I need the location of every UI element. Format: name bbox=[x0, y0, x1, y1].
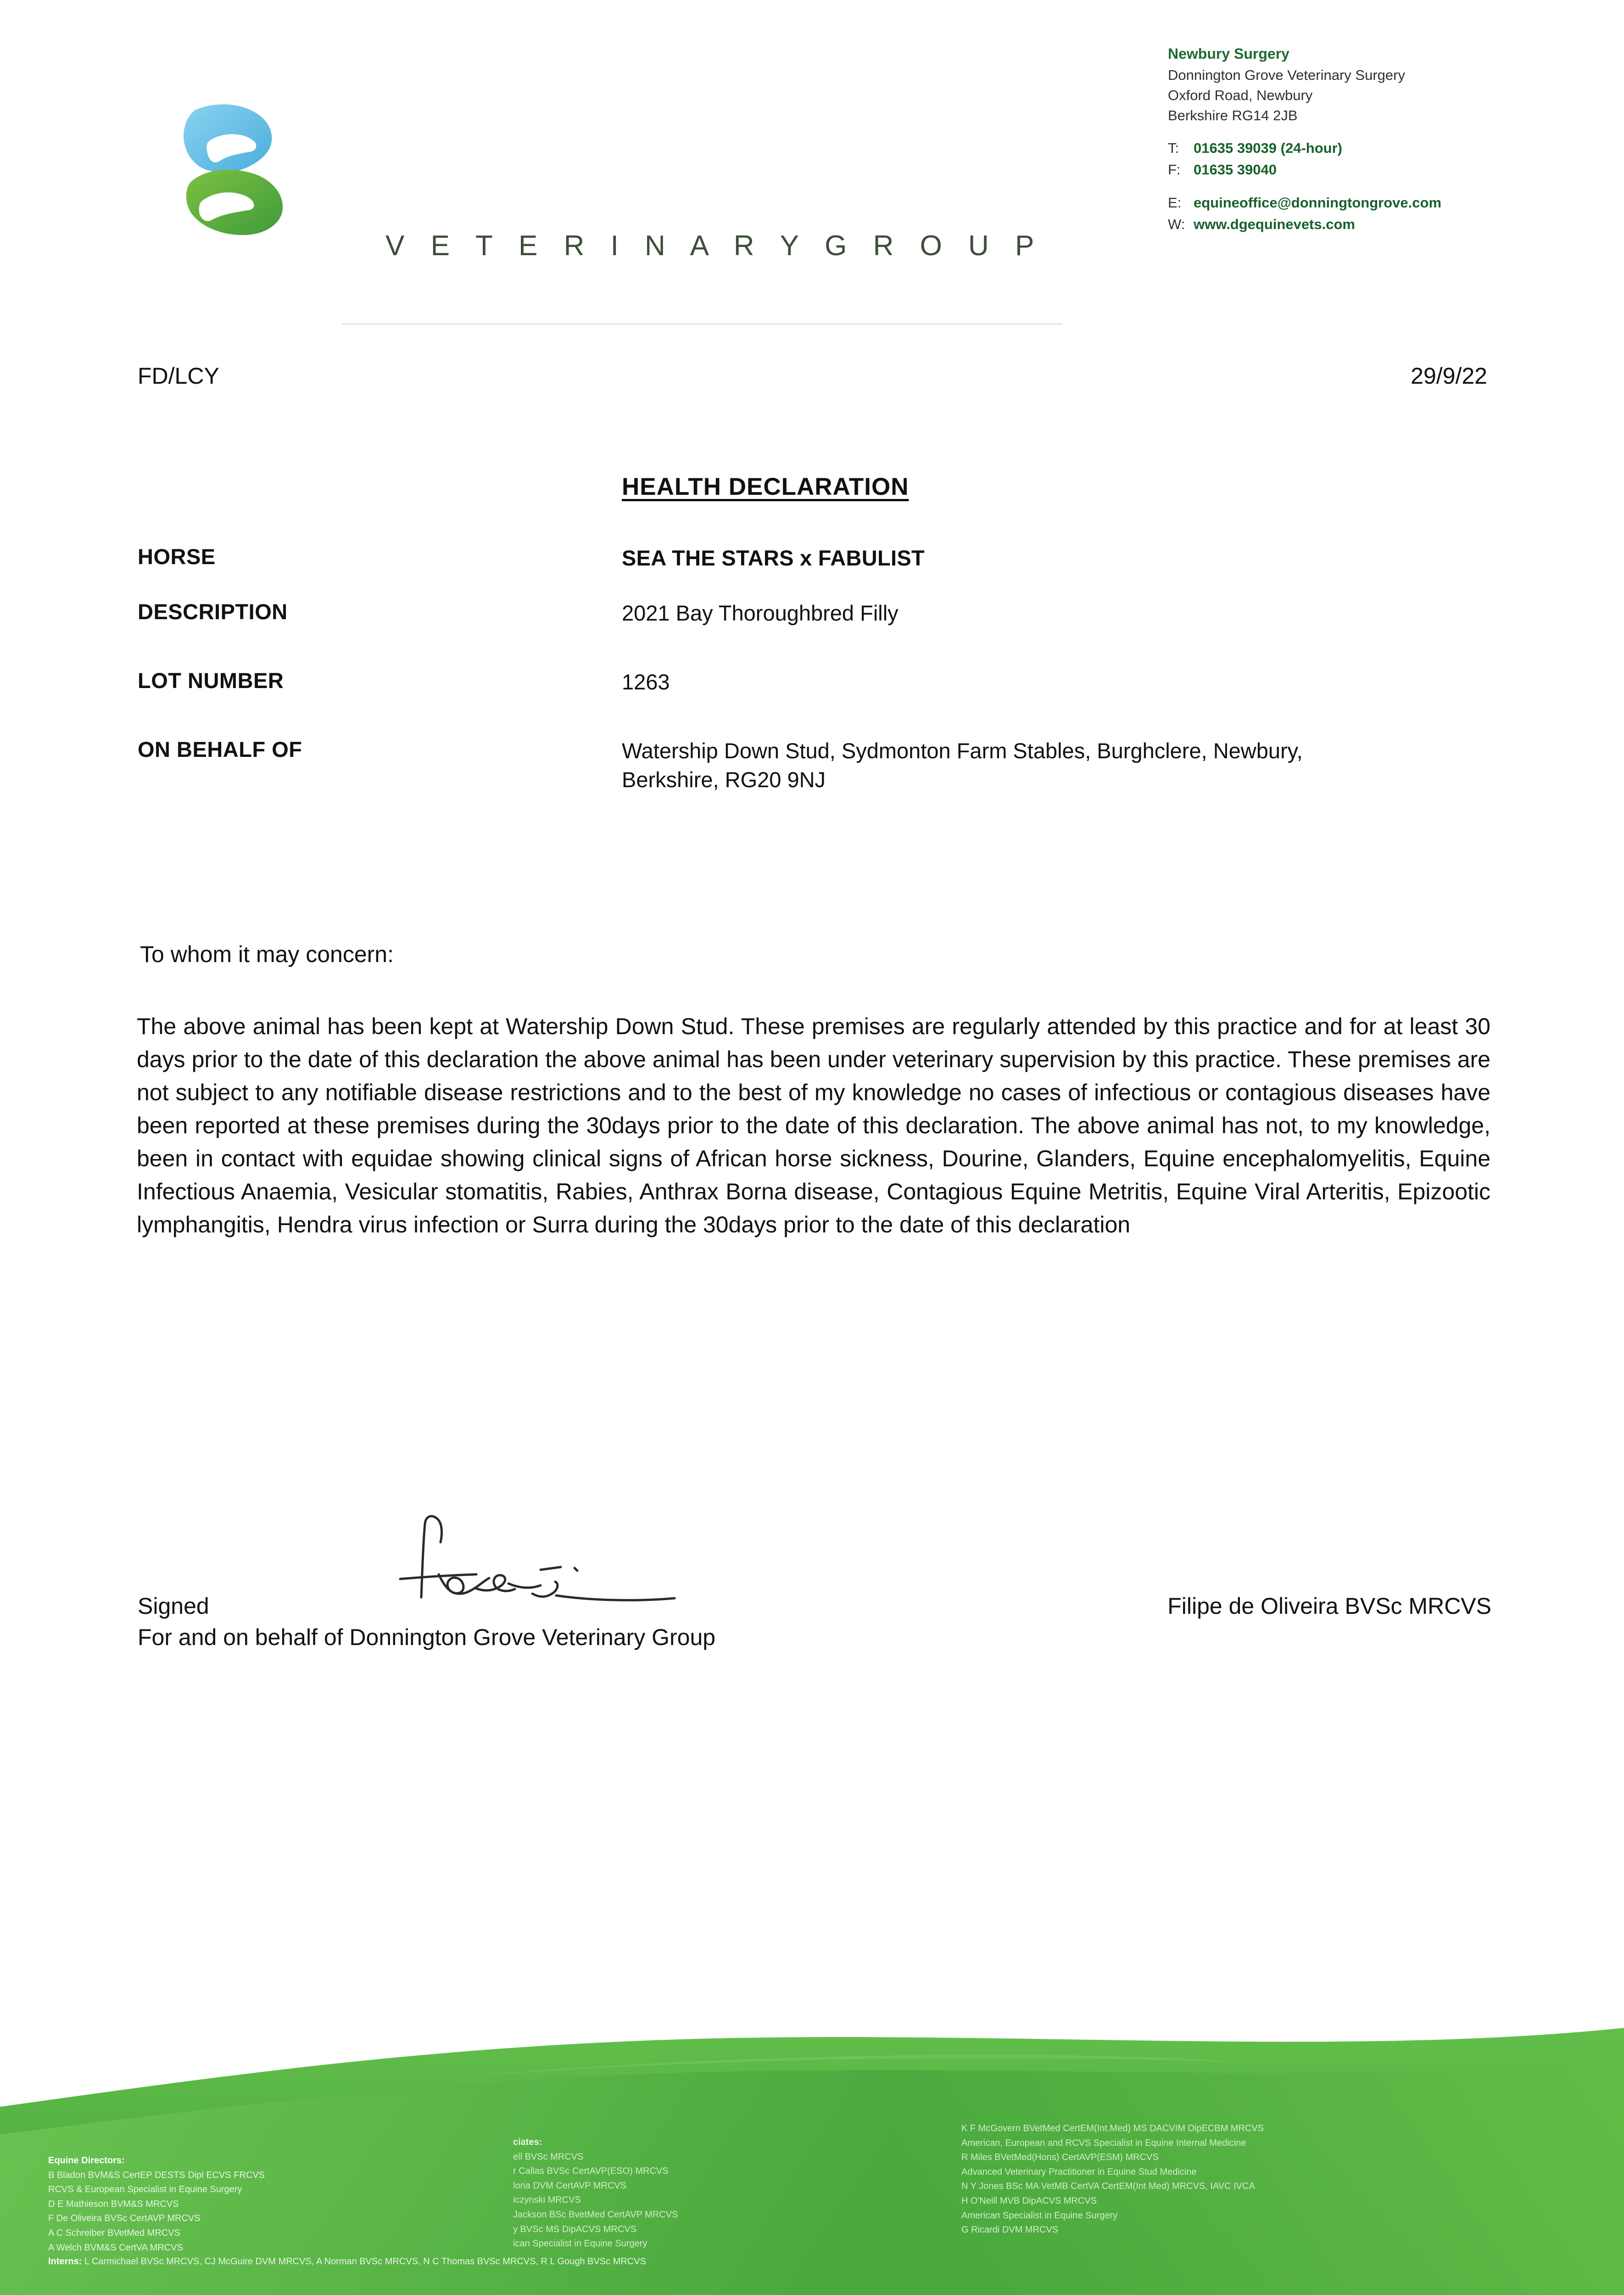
footer bbox=[0, 2020, 1624, 2295]
fax-label: F: bbox=[1168, 161, 1181, 178]
signatory-name: Filipe de Oliveira BVSc MRCVS bbox=[1167, 1593, 1491, 1619]
field-lot-number-label: LOT NUMBER bbox=[138, 668, 284, 693]
practice-name: Newbury Surgery bbox=[1168, 45, 1289, 62]
footer-associates-line-1: ell BVSc MRCVS bbox=[513, 2151, 584, 2162]
signature-mark bbox=[395, 1510, 808, 1616]
footer-specialists-line-6: H O'Neill MVB DipACVS MRCVS bbox=[961, 2195, 1097, 2206]
field-on-behalf-of-label: ON BEHALF OF bbox=[138, 737, 302, 761]
footer-column-associates bbox=[513, 2135, 954, 2251]
signed-label: Signed bbox=[138, 1593, 209, 1619]
website-label: W: bbox=[1168, 216, 1185, 232]
footer-interns-text: L Carmichael BVSc MRCVS, CJ McGuire DVM MRCVS, A Norman BVSc MRCVS, N C Thomas BVSc MRCVS, R L Gough BVSc MRCVS bbox=[84, 2256, 646, 2267]
signature-block bbox=[138, 1501, 1491, 1675]
address-line-3: Berkshire RG14 2JB bbox=[1168, 107, 1298, 124]
footer-specialists-line-3: R Miles BVetMed(Hons) CertAVP(ESM) MRCVS bbox=[961, 2152, 1159, 2163]
field-lot-number bbox=[138, 668, 1491, 737]
company-logo bbox=[151, 92, 335, 257]
logo-wordmark: V E T E R I N A R Y G R O U P bbox=[385, 230, 1044, 262]
email-row[interactable] bbox=[1168, 192, 1581, 214]
reference-code: FD/LCY bbox=[138, 363, 219, 389]
fax-row bbox=[1168, 159, 1581, 181]
footer-column-specialists bbox=[961, 2121, 1563, 2238]
footer-associates-line-3: loria DVM CertAVP MRCVS bbox=[513, 2180, 627, 2191]
practice-contact-block bbox=[1168, 44, 1581, 235]
footer-directors-line-3: D E Mathieson BVM&S MRCVS bbox=[48, 2199, 179, 2209]
field-description-label: DESCRIPTION bbox=[138, 599, 288, 624]
salutation: To whom it may concern: bbox=[140, 941, 394, 967]
footer-directors-line-2: RCVS & European Specialist in Equine Surgery bbox=[48, 2184, 242, 2195]
footer-associates-line-2: r Callas BVSc CertAVP(ESO) MRCVS bbox=[513, 2166, 669, 2177]
email-value[interactable]: equineoffice@donningtongrove.com bbox=[1194, 195, 1442, 211]
footer-associates-line-6: y BVSc MS DipACVS MRCVS bbox=[513, 2224, 636, 2234]
footer-associates-line-4: iczynski MRCVS bbox=[513, 2195, 581, 2205]
field-description bbox=[138, 599, 1491, 668]
footer-interns bbox=[48, 2256, 646, 2267]
on-behalf-text: For and on behalf of Donnington Grove Veterinary Group bbox=[138, 1624, 716, 1650]
footer-directors-line-4: F De Oliveira BVSc CertAVP MRCVS bbox=[48, 2213, 201, 2224]
declaration-fields bbox=[138, 544, 1491, 838]
footer-directors-line-6: A Welch BVM&S CertVA MRCVS bbox=[48, 2242, 183, 2253]
field-description-value: 2021 Bay Thoroughbred Filly bbox=[622, 601, 899, 625]
footer-interns-heading: Interns: bbox=[48, 2256, 82, 2267]
footer-specialists-line-8: G Ricardi DVM MRCVS bbox=[961, 2225, 1059, 2235]
header-divider bbox=[342, 324, 1062, 325]
website-row[interactable] bbox=[1168, 214, 1581, 235]
phone-row bbox=[1168, 138, 1581, 159]
footer-associates-heading: ciates: bbox=[513, 2137, 542, 2147]
letterhead bbox=[0, 0, 1624, 321]
footer-specialists-line-2: American, European and RCVS Specialist in Equine Internal Medicine bbox=[961, 2138, 1246, 2148]
document-date: 29/9/22 bbox=[1411, 363, 1487, 389]
address-line-1: Donnington Grove Veterinary Surgery bbox=[1168, 67, 1405, 84]
field-horse-label: HORSE bbox=[138, 544, 216, 569]
field-lot-number-value: 1263 bbox=[622, 670, 670, 694]
website-value[interactable]: www.dgequinevets.com bbox=[1194, 216, 1355, 232]
footer-directors-line-5: A C Schreiber BVetMed MRCVS bbox=[48, 2228, 180, 2238]
field-horse-value: SEA THE STARS x FABULIST bbox=[622, 546, 925, 570]
footer-columns bbox=[0, 2020, 1624, 2295]
field-horse bbox=[138, 544, 1491, 599]
footer-associates-line-5: Jackson BSc BvetMed CertAVP MRCVS bbox=[513, 2209, 678, 2220]
declaration-paragraph: The above animal has been kept at Watership Down Stud. These premises are regularly attended by this practice and for at least 30 days prior to the date of this declaration the above animal has been under veterinary supervision by this practice. These premises are not subject to any notifiable disease restrictions and to the best of my knowledge no cases of infectious or contagious diseases have been reported at these premises during the 30days prior to the date of this declaration. The above animal has not, to my knowledge, been in contact with equidae showing clinical signs of African horse sickness, Dourine, Glanders, Equine encephalomyelitis, Equine Infectious Anaemia, Vesicular stomatitis, Rabies, Anthrax Borna disease, Contagious Equine Metritis, Equine Viral Arteritis, Epizootic lymphangitis, Hendra virus infection or Surra during the 30days prior to the date of this declaration bbox=[137, 1013, 1490, 1237]
field-on-behalf-of-value: Watership Down Stud, Sydmonton Farm Stables, Burghclere, Newbury, Berkshire, RG20 9NJ bbox=[622, 739, 1303, 792]
page-title: HEALTH DECLARATION bbox=[622, 473, 909, 500]
phone-label: T: bbox=[1168, 140, 1179, 157]
fax-value: 01635 39040 bbox=[1194, 161, 1277, 178]
footer-specialists-line-4: Advanced Veterinary Practitioner in Equine Stud Medicine bbox=[961, 2166, 1197, 2177]
email-label: E: bbox=[1168, 195, 1182, 211]
footer-specialists-line-5: N Y Jones BSc MA VetMB CertVA CertEM(Int Med) MRCVS, IAVC IVCA bbox=[961, 2181, 1255, 2192]
footer-specialists-line-7: American Specialist in Equine Surgery bbox=[961, 2210, 1118, 2221]
field-on-behalf-of bbox=[138, 737, 1491, 838]
phone-value: 01635 39039 (24-hour) bbox=[1194, 140, 1342, 157]
footer-directors-line-1: B Bladon BVM&S CertEP DESTS Dipl ECVS FRCVS bbox=[48, 2170, 265, 2180]
footer-directors-heading: Equine Directors: bbox=[48, 2155, 125, 2166]
address-line-2: Oxford Road, Newbury bbox=[1168, 87, 1313, 104]
footer-associates-line-7: ican Specialist in Equine Surgery bbox=[513, 2239, 647, 2249]
footer-column-directors bbox=[48, 2154, 461, 2255]
footer-specialists-line-1: K F McGovern BVetMed CertEM(Int.Med) MS DACVIM DipECBM MRCVS bbox=[961, 2123, 1264, 2133]
